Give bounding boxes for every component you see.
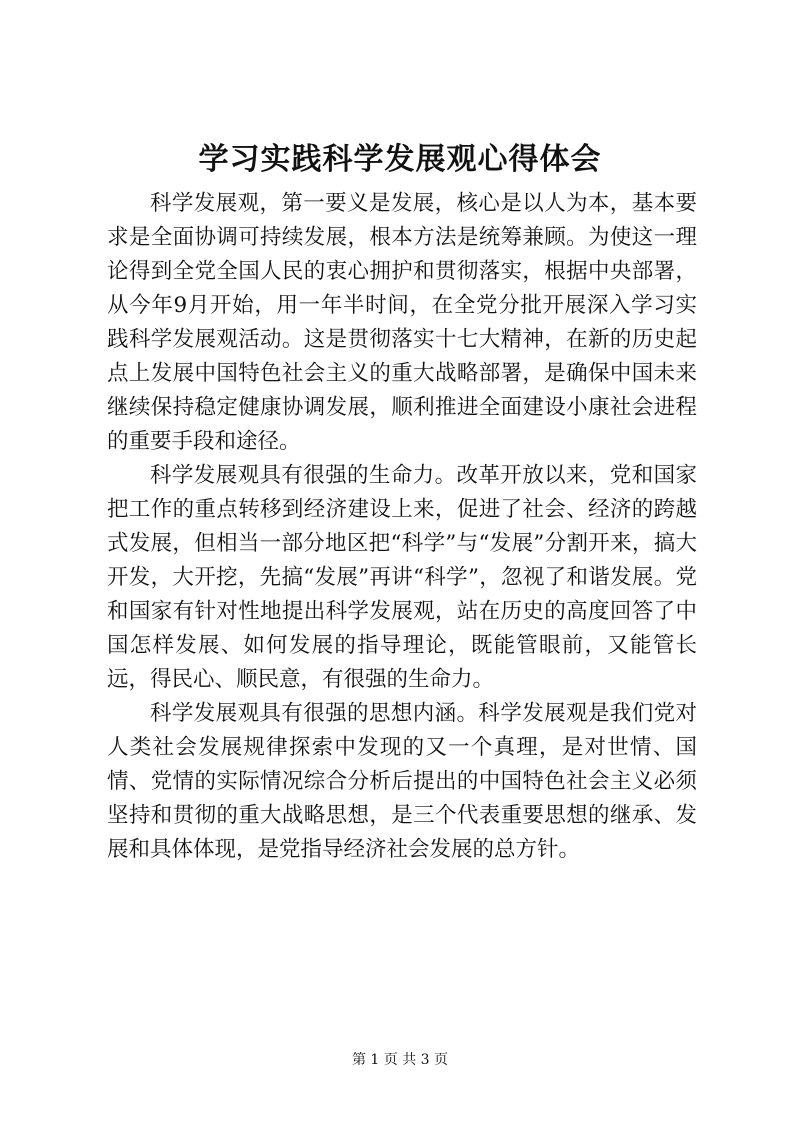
paragraph-1: 科学发展观，第一要义是发展，核心是以人为本，基本要求是全面协调可持续发展，根本方法是统筹兼顾。为使这一理论得到全党全国人民的衷心拥护和贯彻落实，根据中央部署，从今年9月开始，用一年半时间，在全党分批开展深入学习实践科学发展观活动。这是贯彻落实十七大精神，在新的历史起点上发展中国特色社会主义的重大战略部署，是确保中国未来继续保持稳定健康协调发展，顺利推进全面建设小康社会进程的重要手段和途径。 — [107, 191, 697, 454]
paragraph-3: 科学发展观具有很强的思想内涵。科学发展观是我们党对人类社会发展规律探索中发现的又一个真理，是对世情、国情、党情的实际情况综合分析后提出的中国特色社会主义必须坚持和贯彻的重大战略思想，是三个代表重要思想的继承、发展和具体体现，是党指导经济社会发展的总方针。 — [107, 701, 697, 862]
document-title: 学习实践科学发展观心得体会 — [198, 142, 602, 177]
page-footer: 第 1 页 共 3 页 — [351, 1052, 449, 1068]
document-body — [107, 187, 697, 867]
paragraph-2: 科学发展观具有很强的生命力。改革开放以来，党和国家把工作的重点转移到经济建设上来，促进了社会、经济的跨越式发展，但相当一部分地区把“科学”与“发展”分割开来，搞大开发，大开挖，先搞“发展”再讲“科学”，忽视了和谐发展。党和国家有针对性地提出科学发展观，站在历史的高度回答了中国怎样发展、如何发展的指导理论，既能管眼前，又能管长远，得民心、顺民意，有很强的生命力。 — [107, 463, 697, 692]
